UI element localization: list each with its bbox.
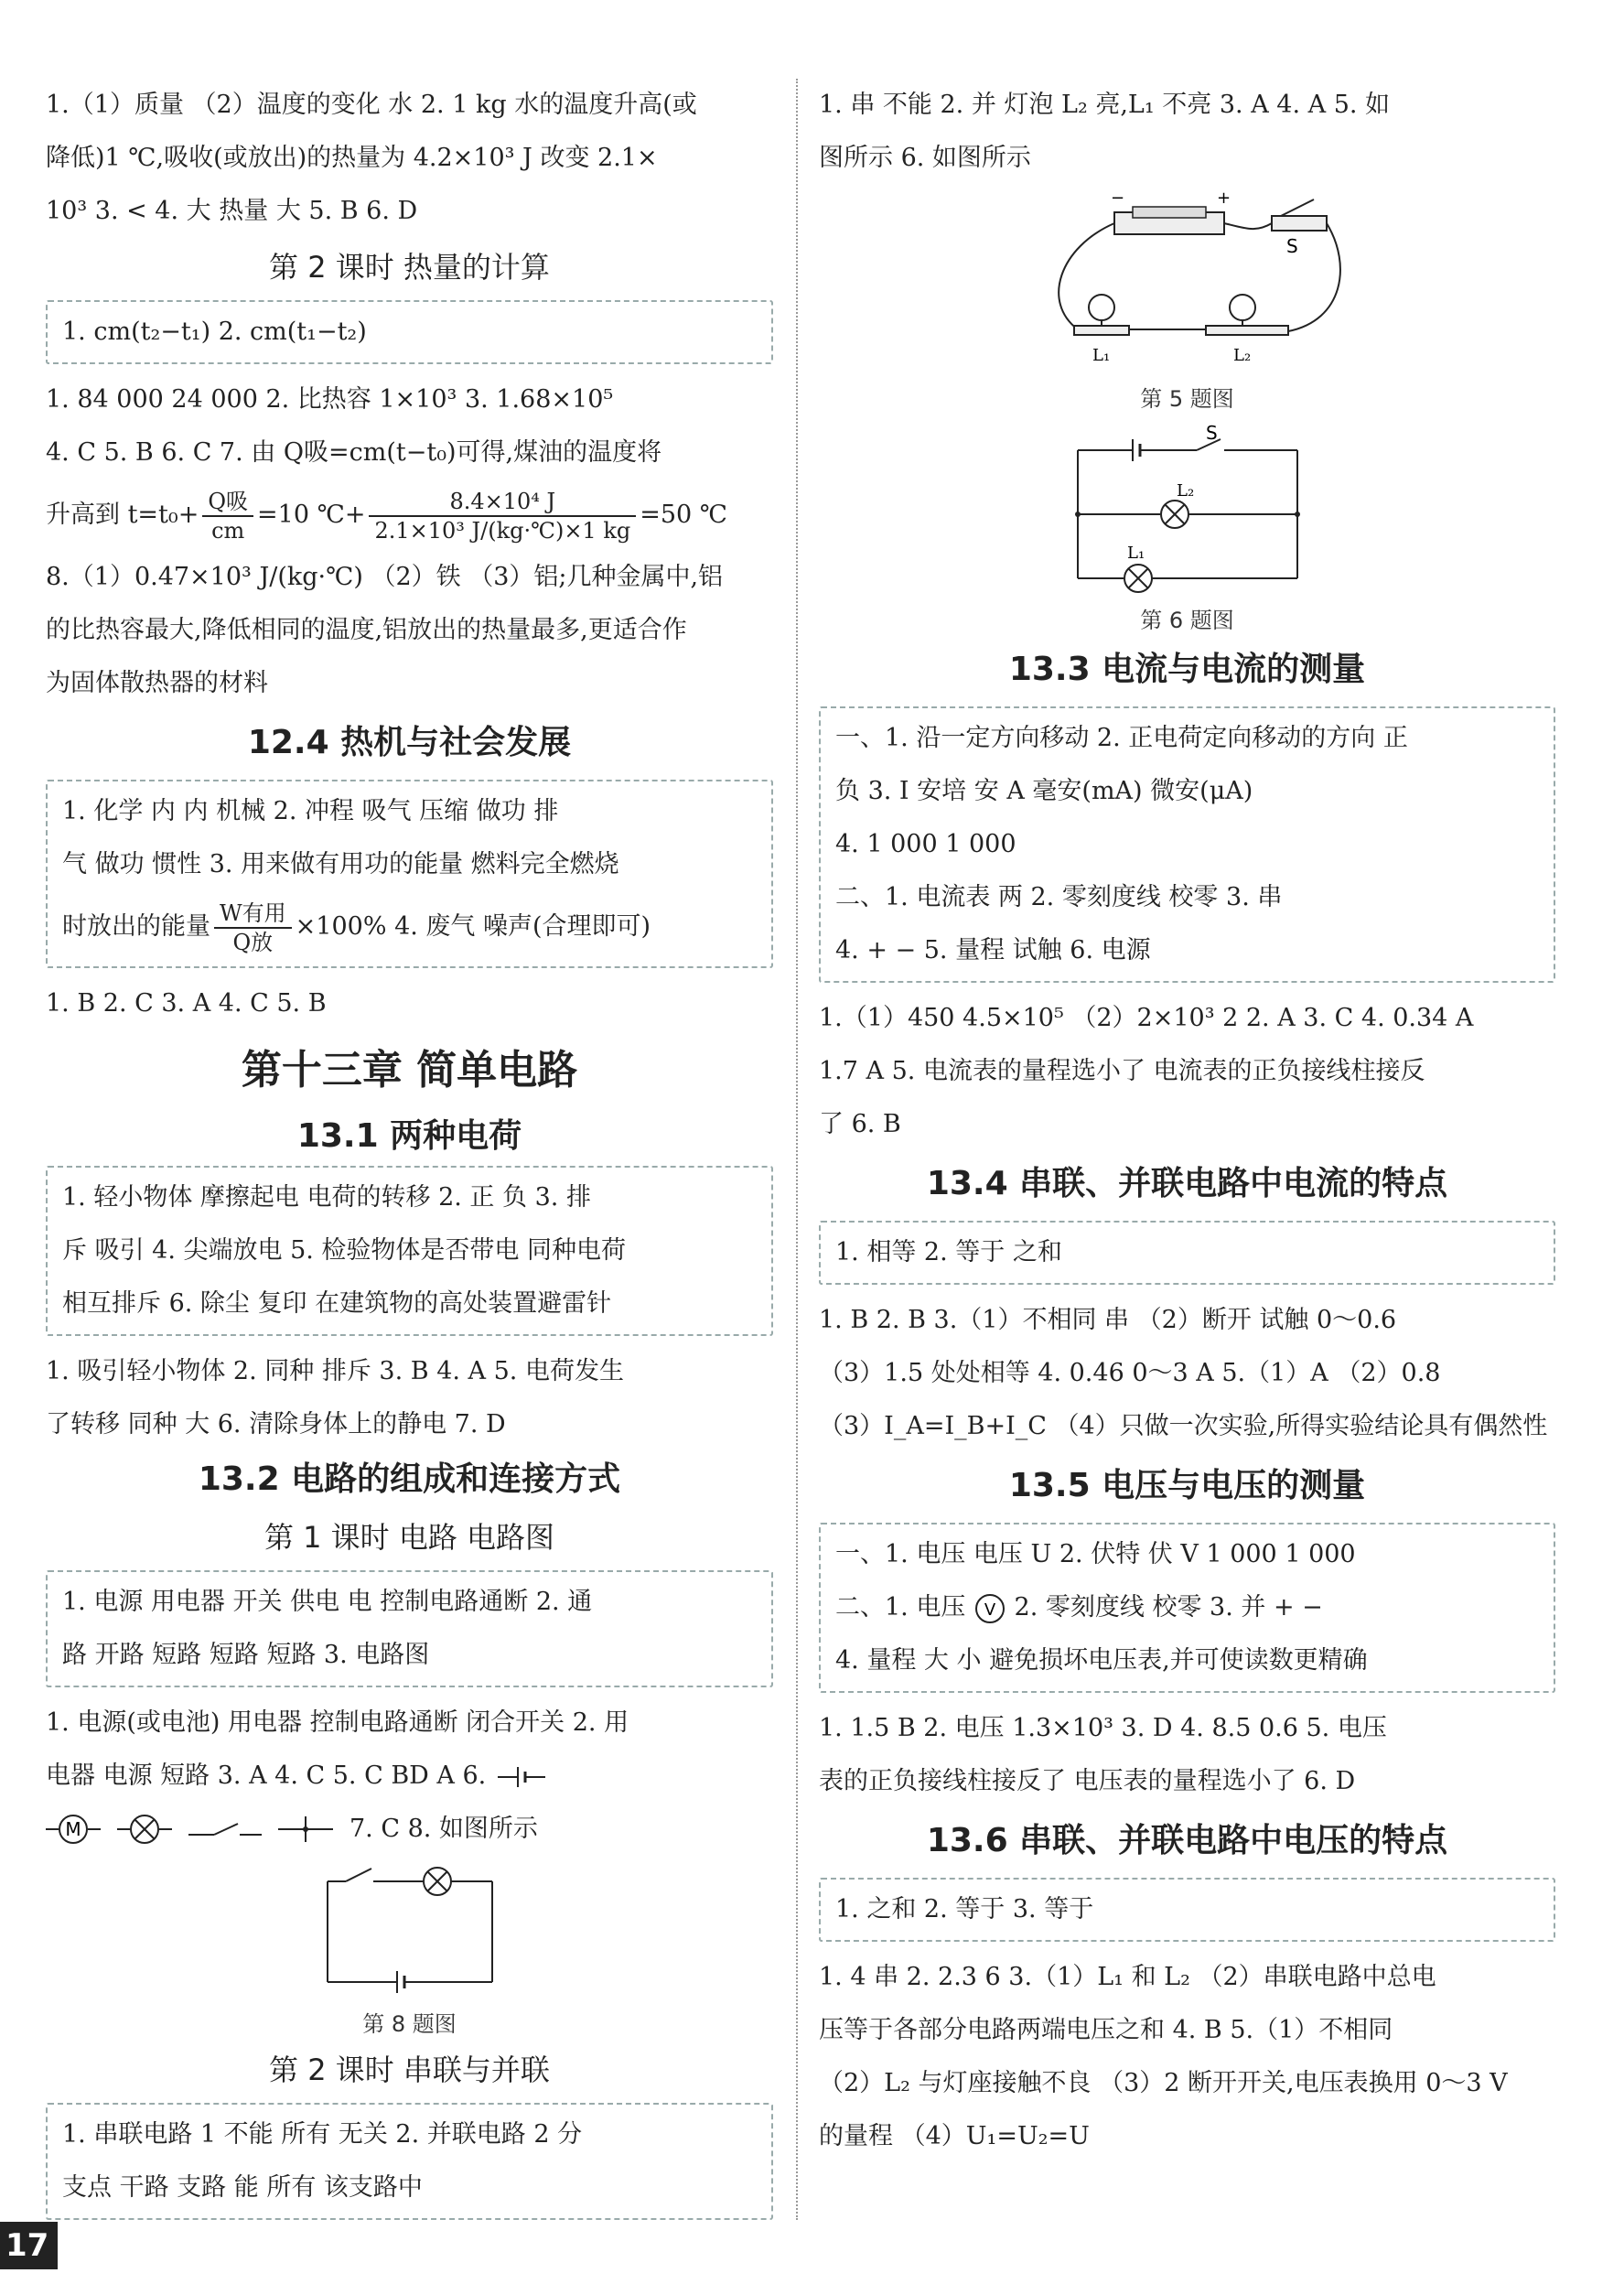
answer-line: 1. 4 串 2. 2.3 6 3.（1）L₁ 和 L₂ （2）串联电路中总电 bbox=[819, 1963, 1436, 1991]
answer-line bbox=[835, 1581, 1539, 1634]
answer-line: 1.（1）质量 （2）温度的变化 水 2. 1 kg 水的温度升高(或 bbox=[46, 91, 697, 119]
section-title: 13.5 电压与电压的测量 bbox=[1008, 1467, 1366, 1504]
formula-line bbox=[62, 891, 757, 963]
lamp1-label: L₁ bbox=[1092, 346, 1110, 365]
formula-text: 升高到 t=t₀+ bbox=[46, 501, 199, 529]
answer-line: （2）L₂ 与灯座接触不良 （3）2 断开开关,电压表换用 0～3 V bbox=[819, 2069, 1508, 2097]
lesson-heading: 第 2 课时 热量的计算 bbox=[269, 250, 550, 285]
answer-line: 1.7 A 5. 电流表的量程选小了 电流表的正负接线柱接反 bbox=[819, 1057, 1425, 1085]
answer-line: 一、1. 沿一定方向移动 2. 正电荷定向移动的方向 正 bbox=[835, 724, 1408, 752]
answer-line: 4. C 5. B 6. C 7. 由 Q吸=cm(t−t₀)可得,煤油的温度将 bbox=[46, 438, 662, 467]
right-column bbox=[819, 79, 1555, 2163]
lamp1-label: L₁ bbox=[1126, 544, 1145, 563]
answer-line: 相互排斥 6. 除尘 复印 在建筑物的高处装置避雷针 bbox=[62, 1289, 612, 1318]
section-title: 13.2 电路的组成和连接方式 bbox=[198, 1460, 621, 1498]
column-divider bbox=[796, 79, 798, 2220]
section-title: 13.6 串联、并联电路中电压的特点 bbox=[926, 1822, 1448, 1859]
section-title: 13.3 电流与电流的测量 bbox=[1008, 651, 1366, 688]
figure-caption: 第 6 题图 bbox=[1140, 608, 1234, 633]
answer-line: 了 6. B bbox=[819, 1110, 901, 1138]
lamp2-label: L₂ bbox=[1232, 346, 1251, 365]
basics-box bbox=[46, 780, 773, 968]
answer-line: 了转移 同种 大 6. 清除身体上的静电 7. D bbox=[46, 1410, 506, 1438]
formula-line bbox=[46, 479, 773, 551]
fraction bbox=[369, 488, 636, 544]
svg-text:M: M bbox=[65, 1818, 81, 1840]
answer-line: 的比热容最大,降低相同的温度,铝放出的热量最多,更适合作 bbox=[46, 616, 687, 644]
circuit-diagram bbox=[309, 1863, 511, 2000]
basics-box bbox=[819, 1878, 1555, 1942]
answer-text: 7. C 8. 如图所示 bbox=[350, 1815, 538, 1843]
basics-box bbox=[46, 1570, 773, 1687]
formula-text: 时放出的能量 bbox=[62, 912, 210, 941]
answer-line: 1. 吸引轻小物体 2. 同种 排斥 3. B 4. A 5. 电荷发生 bbox=[46, 1357, 624, 1385]
answer-line: 1. 相等 2. 等于 之和 bbox=[835, 1238, 1062, 1266]
answer-line: 为固体散热器的材料 bbox=[46, 669, 268, 697]
figure-5 bbox=[819, 189, 1555, 379]
answer-line: 路 开路 短路 短路 短路 3. 电路图 bbox=[62, 1641, 430, 1669]
answer-line: 4. 1 000 1 000 bbox=[835, 830, 1016, 858]
formula-text: ×100% 4. 废气 噪声(合理即可) bbox=[295, 912, 651, 941]
answer-line: 10³ 3. < 4. 大 热量 大 5. B 6. D bbox=[46, 197, 418, 225]
page-number: 17 bbox=[0, 2222, 58, 2269]
answer-line bbox=[46, 1803, 773, 1856]
answer-line: 1. 84 000 24 000 2. 比热容 1×10³ 3. 1.68×10⁵ bbox=[46, 385, 614, 414]
switch-label: S bbox=[1285, 235, 1298, 257]
answer-line: 8.（1）0.47×10³ J/(kg·℃) （2）铁 （3）铝;几种金属中,铝 bbox=[46, 563, 724, 591]
fraction-denominator: Q放 bbox=[232, 929, 274, 955]
answer-line: 负 3. I 安培 安 A 毫安(mA) 微安(μA) bbox=[835, 777, 1253, 805]
answer-line bbox=[46, 1750, 773, 1803]
figure-6 bbox=[819, 423, 1555, 600]
fraction bbox=[202, 488, 253, 544]
section-title: 13.4 串联、并联电路中电流的特点 bbox=[926, 1165, 1448, 1202]
answer-line: 1. 1.5 B 2. 电压 1.3×10³ 3. D 4. 8.5 0.6 5. 电压 bbox=[819, 1714, 1387, 1742]
lesson-heading: 第 2 课时 串联与并联 bbox=[269, 2052, 550, 2087]
answer-line: 1. 化学 内 内 机械 2. 冲程 吸气 压缩 做功 排 bbox=[62, 797, 559, 825]
answer-line: 降低)1 ℃,吸收(或放出)的热量为 4.2×10³ J 改变 2.1× bbox=[46, 144, 658, 172]
basics-box bbox=[46, 1166, 773, 1336]
answer-line: 支点 干路 支路 能 所有 该支路中 bbox=[62, 2173, 423, 2202]
battery-symbol-icon bbox=[494, 1763, 549, 1791]
answer-line: 气 做功 惯性 3. 用来做有用功的能量 燃料完全燃烧 bbox=[62, 850, 619, 878]
fraction-denominator: 2.1×10³ J/(kg·℃)×1 kg bbox=[374, 517, 631, 544]
answer-line: 1. 电源(或电池) 用电器 控制电路通断 闭合开关 2. 用 bbox=[46, 1708, 629, 1737]
answer-line: 1. 串 不能 2. 并 灯泡 L₂ 亮,L₁ 不亮 3. A 4. A 5. 如 bbox=[819, 91, 1391, 119]
answer-line: 图所示 6. 如图所示 bbox=[819, 144, 1031, 172]
answer-line: （3）1.5 处处相等 4. 0.46 0～3 A 5.（1）A （2）0.8 bbox=[819, 1359, 1441, 1387]
answer-text: 2. 零刻度线 校零 3. 并 + − bbox=[1014, 1593, 1323, 1621]
fraction-numerator: 8.4×10⁴ J bbox=[369, 488, 636, 517]
answer-text: 电器 电源 短路 3. A 4. C 5. C BD A 6. bbox=[46, 1761, 487, 1790]
figure-caption: 第 8 题图 bbox=[362, 2011, 457, 2037]
answer-line: 二、1. 电流表 两 2. 零刻度线 校零 3. 串 bbox=[835, 883, 1283, 911]
lamp2-label: L₂ bbox=[1176, 481, 1194, 501]
formula-text: =10 ℃+ bbox=[257, 501, 366, 529]
answer-line: 1. cm(t₂−t₁) 2. cm(t₁−t₂) bbox=[62, 318, 367, 346]
lesson-heading: 第 1 课时 电路 电路图 bbox=[263, 1520, 555, 1555]
voltmeter-symbol-icon bbox=[973, 1592, 1006, 1625]
basics-box bbox=[819, 706, 1555, 983]
basics-box bbox=[819, 1221, 1555, 1285]
fraction-denominator: cm bbox=[211, 517, 245, 544]
answer-line: 表的正负接线柱接反了 电压表的量程选小了 6. D bbox=[819, 1767, 1356, 1795]
section-title: 12.4 热机与社会发展 bbox=[247, 724, 572, 761]
answer-line: 1. 串联电路 1 不能 所有 无关 2. 并联电路 2 分 bbox=[62, 2120, 583, 2149]
physical-circuit-illustration bbox=[1023, 189, 1352, 375]
answer-line: 1. B 2. C 3. A 4. C 5. B bbox=[46, 989, 327, 1018]
junction-symbol-icon bbox=[278, 1811, 333, 1848]
svg-text:+: + bbox=[1216, 189, 1231, 208]
answer-line: 1. 之和 2. 等于 3. 等于 bbox=[835, 1895, 1094, 1923]
answer-line: 4. + − 5. 量程 试触 6. 电源 bbox=[835, 936, 1151, 964]
motor-symbol-icon bbox=[46, 1811, 101, 1848]
figure-caption: 第 5 题图 bbox=[1140, 386, 1234, 412]
answer-line: 一、1. 电压 电压 U 2. 伏特 伏 V 1 000 1 000 bbox=[835, 1540, 1356, 1568]
fraction-numerator: Q吸 bbox=[202, 488, 253, 517]
lamp-symbol-icon bbox=[117, 1811, 172, 1848]
section-title: 13.1 两种电荷 bbox=[296, 1117, 522, 1155]
answer-line: 压等于各部分电路两端电压之和 4. B 5.（1）不相同 bbox=[819, 2016, 1393, 2044]
svg-text:−: − bbox=[1110, 189, 1124, 208]
formula-text: =50 ℃ bbox=[640, 501, 727, 529]
figure-8 bbox=[46, 1863, 773, 2004]
svg-text:V: V bbox=[984, 1600, 996, 1620]
basics-box bbox=[46, 300, 773, 364]
answer-line: （3）I_A=I_B+I_C （4）只做一次实验,所得实验结论具有偶然性 bbox=[819, 1412, 1548, 1440]
switch-label: S bbox=[1205, 422, 1218, 444]
answer-line: 1.（1）450 4.5×10⁵ （2）2×10³ 2 2. A 3. C 4. 0.34 A bbox=[819, 1004, 1474, 1032]
fraction-numerator: W有用 bbox=[214, 900, 292, 929]
answer-line: 1. 电源 用电器 开关 供电 电 控制电路通断 2. 通 bbox=[62, 1588, 593, 1616]
basics-box bbox=[819, 1523, 1555, 1693]
switch-symbol-icon bbox=[188, 1811, 262, 1848]
answer-line: 斥 吸引 4. 尖端放电 5. 检验物体是否带电 同种电荷 bbox=[62, 1236, 627, 1265]
answer-line: 1. 轻小物体 摩擦起电 电荷的转移 2. 正 负 3. 排 bbox=[62, 1183, 591, 1212]
answer-line: 1. B 2. B 3.（1）不相同 串 （2）断开 试触 0～0.6 bbox=[819, 1306, 1397, 1334]
basics-box bbox=[46, 2103, 773, 2220]
answer-line: 的量程 （4）U₁=U₂=U bbox=[819, 2122, 1090, 2150]
answer-line: 4. 量程 大 小 避免损坏电压表,并可使读数更精确 bbox=[835, 1646, 1368, 1675]
answer-text: 二、1. 电压 bbox=[835, 1593, 966, 1621]
left-column bbox=[46, 79, 773, 2229]
circuit-diagram bbox=[1059, 423, 1316, 597]
fraction bbox=[214, 900, 292, 956]
chapter-title: 第十三章 简单电路 bbox=[241, 1047, 578, 1094]
